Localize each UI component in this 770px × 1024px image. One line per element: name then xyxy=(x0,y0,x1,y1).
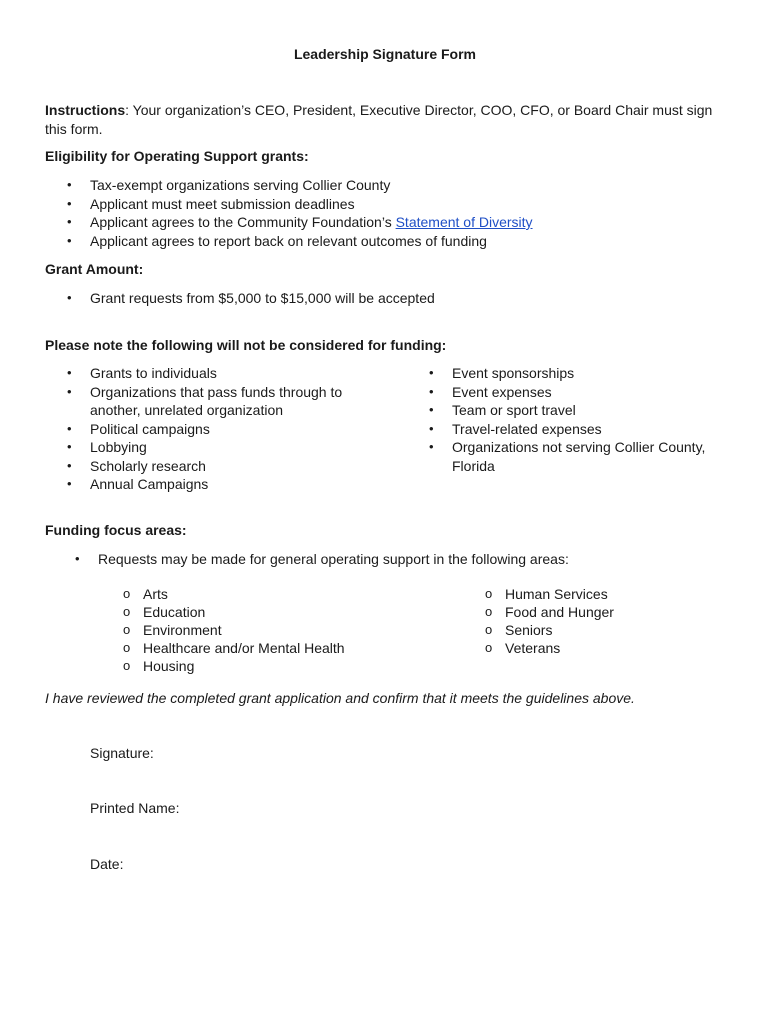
bullet-icon: • xyxy=(67,439,72,454)
list-item: • Annual Campaigns xyxy=(67,476,209,492)
list-item: • Scholarly research xyxy=(67,457,206,474)
grant-amount-heading: Grant Amount: xyxy=(45,261,144,277)
date-label: Date: xyxy=(90,856,124,872)
list-item: • Team or sport travel xyxy=(429,402,576,418)
bullet-icon: • xyxy=(429,365,434,380)
list-item: o Environment xyxy=(123,622,222,638)
not-considered-left-list xyxy=(45,364,365,494)
circle-bullet-icon: o xyxy=(485,622,493,637)
list-item: • Organizations not serving Collier County, Florida xyxy=(429,439,706,474)
instructions-text: : Your organization’s CEO, President, Executive Director, COO, CFO, or Board Chair must sign this form. xyxy=(45,102,713,137)
list-item: o Seniors xyxy=(485,622,553,638)
focus-areas-right-list xyxy=(485,585,745,657)
list-item: • Event expenses xyxy=(429,383,552,400)
bullet-icon: • xyxy=(429,439,434,454)
circle-bullet-icon: o xyxy=(123,622,131,637)
not-considered-heading: Please note the following will not be considered for funding: xyxy=(45,337,447,353)
list-item: o Housing xyxy=(123,658,195,674)
list-item: o Education xyxy=(123,604,206,620)
circle-bullet-icon: o xyxy=(123,658,131,673)
list-item: • Tax-exempt organizations serving Collier County xyxy=(67,177,391,193)
circle-bullet-icon: o xyxy=(485,586,493,601)
list-item: • Travel-related expenses xyxy=(429,420,602,437)
circle-bullet-icon: o xyxy=(485,604,493,619)
bullet-icon: • xyxy=(67,476,72,491)
bullet-icon: • xyxy=(67,214,72,229)
bullet-icon: • xyxy=(75,551,80,566)
page-title: Leadership Signature Form xyxy=(293,46,477,62)
bullet-icon: • xyxy=(67,177,72,192)
list-item: • Applicant agrees to the Community Foundation’s Statement of Diversity xyxy=(67,214,533,230)
list-item: • Applicant must meet submission deadlines xyxy=(67,195,355,212)
circle-bullet-icon: o xyxy=(123,586,131,601)
bullet-icon: • xyxy=(67,365,72,380)
funding-focus-heading: Funding focus areas: xyxy=(45,522,187,538)
bullet-icon: • xyxy=(67,383,72,399)
circle-bullet-icon: o xyxy=(485,640,493,655)
bullet-icon: • xyxy=(67,195,72,211)
list-item: o Food and Hunger xyxy=(485,604,614,620)
circle-bullet-icon: o xyxy=(123,604,131,619)
bullet-icon: • xyxy=(67,290,72,305)
list-item: • Event sponsorships xyxy=(429,365,575,381)
list-item: • Grant requests from $5,000 to $15,000 will be accepted xyxy=(67,290,435,306)
confirmation-statement: I have reviewed the completed grant application and confirm that it meets the guidelines above. xyxy=(45,690,635,706)
funding-focus-list xyxy=(53,550,693,569)
list-item: • Requests may be made for general operating support in the following areas: xyxy=(75,551,569,567)
signature-label: Signature: xyxy=(90,745,154,761)
eligibility-list xyxy=(45,176,685,250)
bullet-icon: • xyxy=(429,402,434,417)
list-item: o Human Services xyxy=(485,586,608,602)
statement-of-diversity-link[interactable]: Statement of Diversity xyxy=(395,214,533,230)
list-item: o Veterans xyxy=(485,640,561,656)
grant-amount-list xyxy=(45,289,685,308)
list-item: o Arts xyxy=(123,586,168,602)
bullet-icon: • xyxy=(67,457,72,473)
focus-areas-left-list xyxy=(123,585,423,675)
list-item: • Applicant agrees to report back on relevant outcomes of funding xyxy=(67,232,487,249)
instructions-label: Instructions xyxy=(45,102,126,118)
list-item: • Political campaigns xyxy=(67,420,210,437)
list-item: o Healthcare and/or Mental Health xyxy=(123,640,345,656)
bullet-icon: • xyxy=(429,420,434,436)
printed-name-label: Printed Name: xyxy=(90,800,180,816)
list-item: • Organizations that pass funds through to another, unrelated organization xyxy=(67,383,343,418)
list-item: • Grants to individuals xyxy=(67,365,217,381)
not-considered-right-list xyxy=(407,364,727,475)
list-item: • Lobbying xyxy=(67,439,147,455)
bullet-icon: • xyxy=(67,232,72,248)
eligibility-heading: Eligibility for Operating Support grants: xyxy=(45,148,309,164)
bullet-icon: • xyxy=(67,420,72,436)
bullet-icon: • xyxy=(429,383,434,399)
circle-bullet-icon: o xyxy=(123,640,131,655)
instructions-paragraph xyxy=(45,101,725,139)
